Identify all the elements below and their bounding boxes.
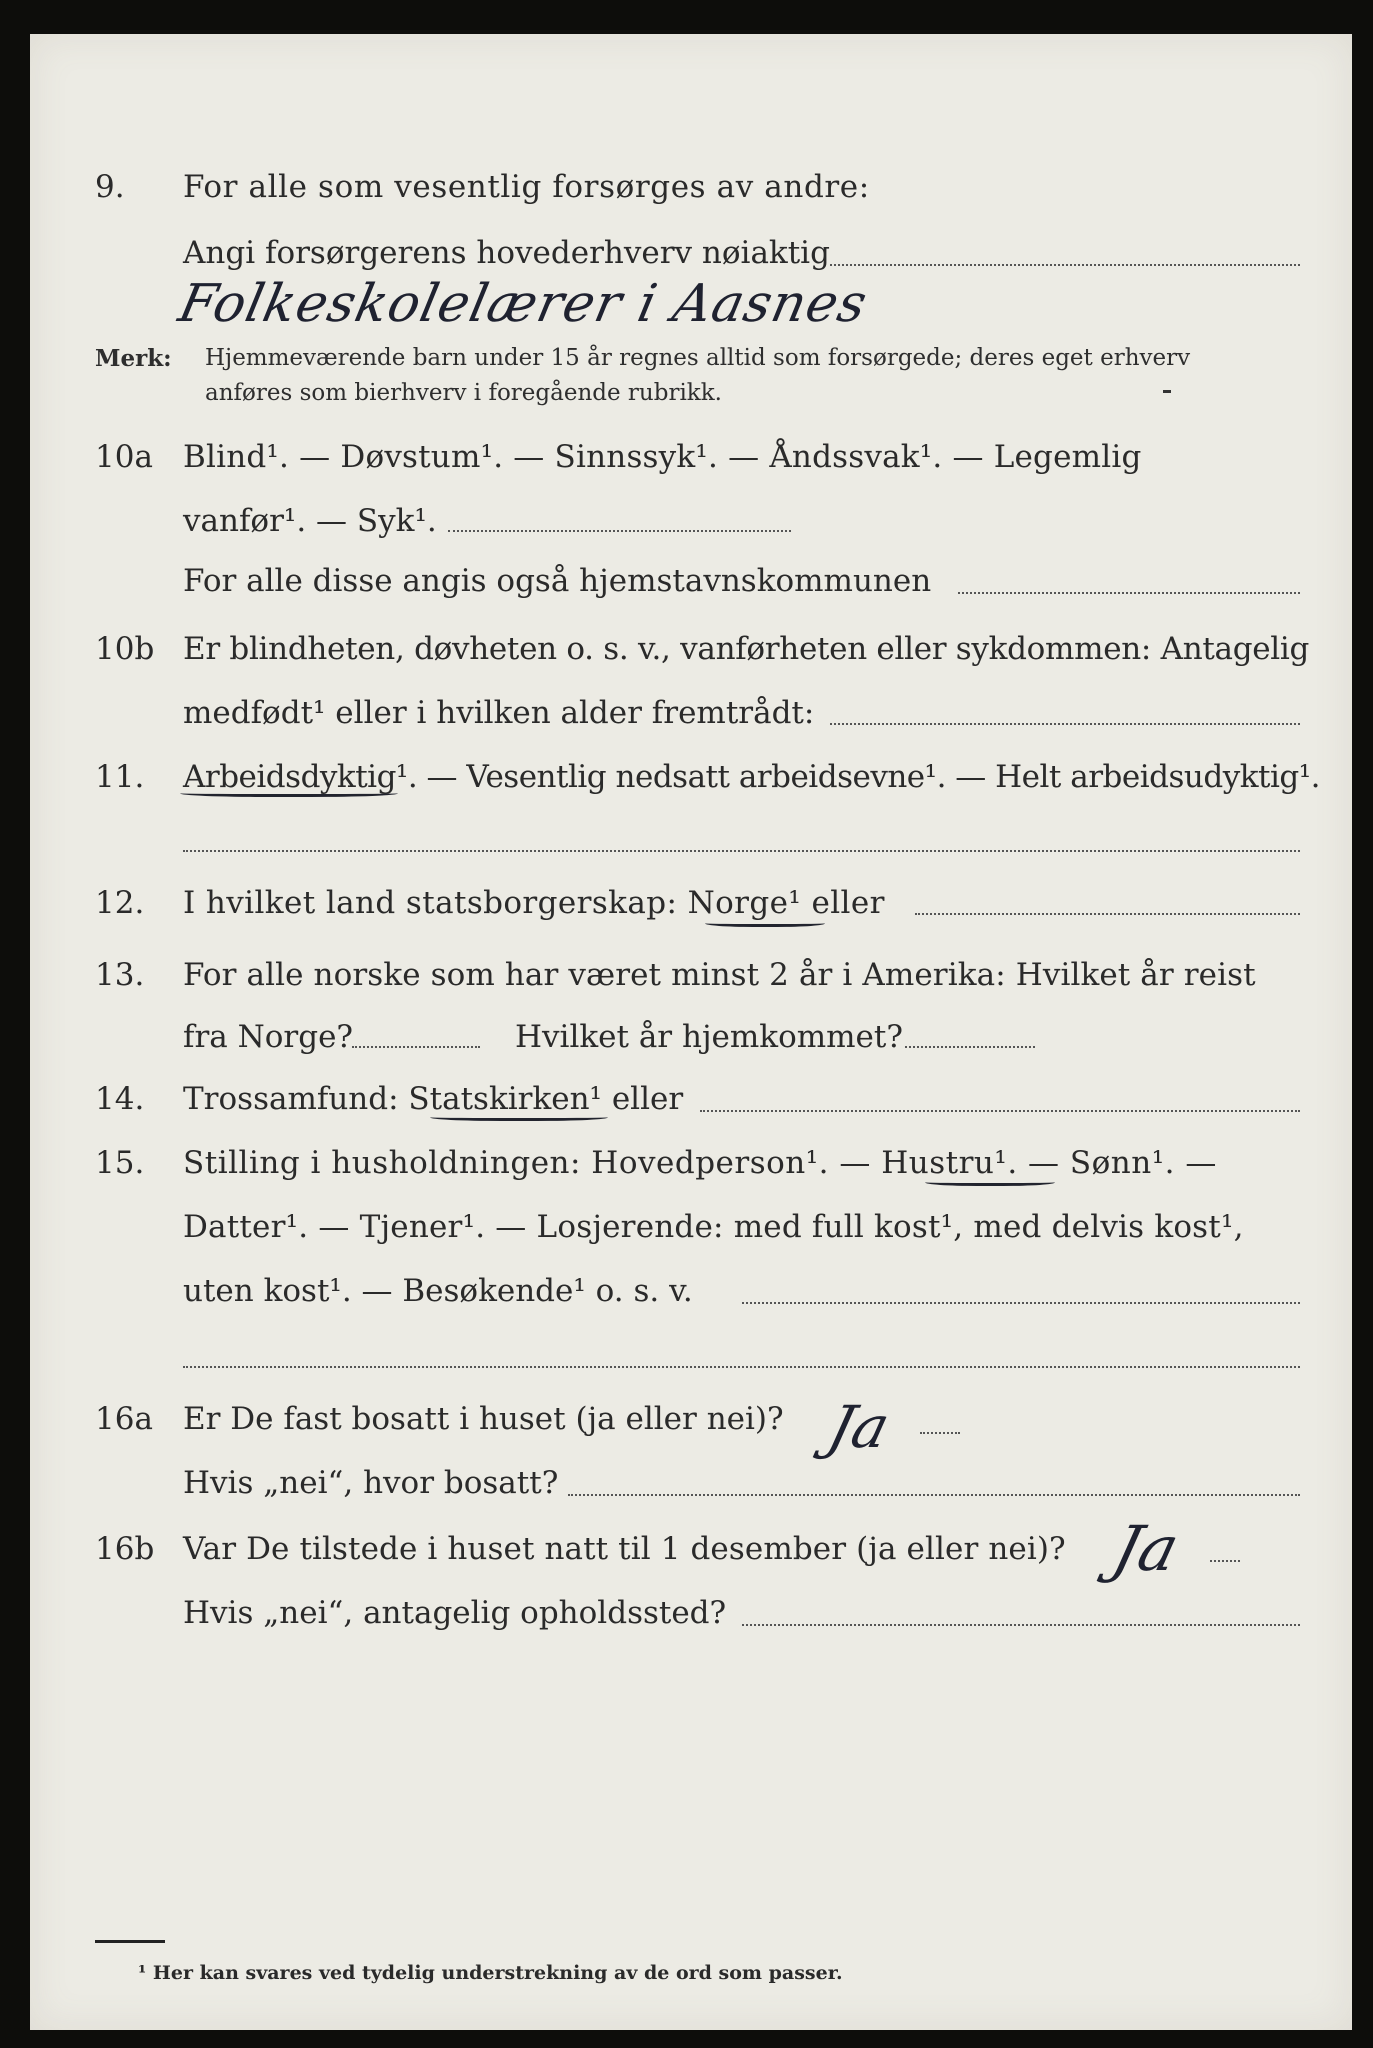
q10a-syk-line xyxy=(448,530,791,532)
q16a-text-line2: Hvis „nei“, hvor bosatt? xyxy=(183,1465,559,1501)
q13-hjemkommet-line xyxy=(905,1046,1035,1048)
q12-number: 12. xyxy=(95,885,145,921)
q10a-hjemstavn-line xyxy=(958,592,1300,594)
q16b-text-line1: Var De tilstede i huset natt til 1 desember (ja eller nei)? xyxy=(183,1531,1066,1567)
q15-number: 15. xyxy=(95,1145,145,1181)
stray-mark xyxy=(1163,390,1171,393)
footnote-text: ¹ Her kan svares ved tydelig understrekning av de ord som passer. xyxy=(138,1962,843,1984)
q11-text-line1: Arbeidsdyktig¹. — Vesentlig nedsatt arbeidsevne¹. — Helt arbeidsudyktig¹. xyxy=(183,759,1321,795)
q15-text-line3: uten kost¹. — Besøkende¹ o. s. v. xyxy=(183,1273,693,1309)
q16b-opholdssted-line xyxy=(742,1624,1300,1626)
q16b-answer-line xyxy=(1210,1560,1240,1562)
q12-underline-norge xyxy=(705,918,825,927)
q16b-text-line2: Hvis „nei“, antagelig opholdssted? xyxy=(183,1595,727,1631)
q13-text-line2b: Hvilket år hjemkommet? xyxy=(515,1019,903,1055)
q15-underline-hustru xyxy=(925,1177,1055,1186)
q16a-bosatt-line xyxy=(568,1494,1300,1496)
merk-text-line1: Hjemmeværende barn under 15 år regnes alltid som forsørgede; deres eget erhverv xyxy=(205,345,1191,371)
q9-number: 9. xyxy=(95,169,125,205)
q9-handwritten-answer: Folkeskolelærer i Aasnes xyxy=(173,274,873,334)
q12-text-line1: I hvilket land statsborgerskap: Norge¹ eller xyxy=(183,885,885,921)
q16b-handwritten-answer: Ja xyxy=(1106,1512,1187,1585)
q14-answer-line xyxy=(700,1110,1300,1112)
q15-answer-line xyxy=(742,1302,1300,1304)
q10a-text-line1: Blind¹. — Døvstum¹. — Sinnssyk¹. — Åndssvak¹. — Legemlig xyxy=(183,439,1142,475)
merk-note-line1 xyxy=(95,347,172,371)
q13-text-line2a: fra Norge? xyxy=(183,1019,354,1055)
q9-text-line2: Angi forsørgerens hovederhverv nøiaktig xyxy=(183,235,830,271)
q15-extra-line xyxy=(183,1366,1300,1368)
q10a-text-line2: vanfør¹. — Syk¹. xyxy=(183,503,437,539)
q16b-number: 16b xyxy=(95,1531,155,1567)
q13-number: 13. xyxy=(95,957,145,993)
q16a-answer-line xyxy=(920,1432,960,1434)
q10b-number: 10b xyxy=(95,631,155,667)
q14-underline-statskirken xyxy=(430,1112,608,1121)
q10b-text-line2: medfødt¹ eller i hvilken alder fremtrådt: xyxy=(183,695,815,731)
q10b-text-line1: Er blindheten, døvheten o. s. v., vanførheten eller sykdommen: Antagelig xyxy=(183,631,1310,667)
q13-text-line1: For alle norske som har været minst 2 år i Amerika: Hvilket år reist xyxy=(183,957,1256,993)
q15-text-line1: Stilling i husholdningen: Hovedperson¹. — Hustru¹. — Sønn¹. — xyxy=(183,1145,1217,1181)
q13-reist-line xyxy=(352,1046,480,1048)
q16a-handwritten-answer: Ja xyxy=(821,1393,897,1461)
q14-text-line1: Trossamfund: Statskirken¹ eller xyxy=(183,1081,684,1117)
q10a-text-line3: For alle disse angis også hjemstavnskommunen xyxy=(183,563,932,599)
merk-text-line2: anføres som bierhverv i foregående rubrikk. xyxy=(205,380,722,406)
q11-underline-arbeidsdyktig xyxy=(180,788,398,797)
q11-answer-line xyxy=(183,850,1300,852)
q16a-number: 16a xyxy=(95,1401,153,1437)
q12-answer-line xyxy=(915,913,1300,915)
q11-number: 11. xyxy=(95,759,145,795)
q10a-number: 10a xyxy=(95,439,153,475)
q9-answer-line xyxy=(830,264,1300,266)
q15-text-line2: Datter¹. — Tjener¹. — Losjerende: med full kost¹, med delvis kost¹, xyxy=(183,1209,1244,1245)
merk-label: Merk: xyxy=(95,345,172,372)
q10b-answer-line xyxy=(830,723,1300,725)
q16a-text-line1: Er De fast bosatt i huset (ja eller nei)? xyxy=(183,1401,784,1437)
q14-number: 14. xyxy=(95,1081,145,1117)
q9-text-line1: For alle som vesentlig forsørges av andre: xyxy=(183,169,870,205)
footnote-rule xyxy=(95,1940,165,1943)
